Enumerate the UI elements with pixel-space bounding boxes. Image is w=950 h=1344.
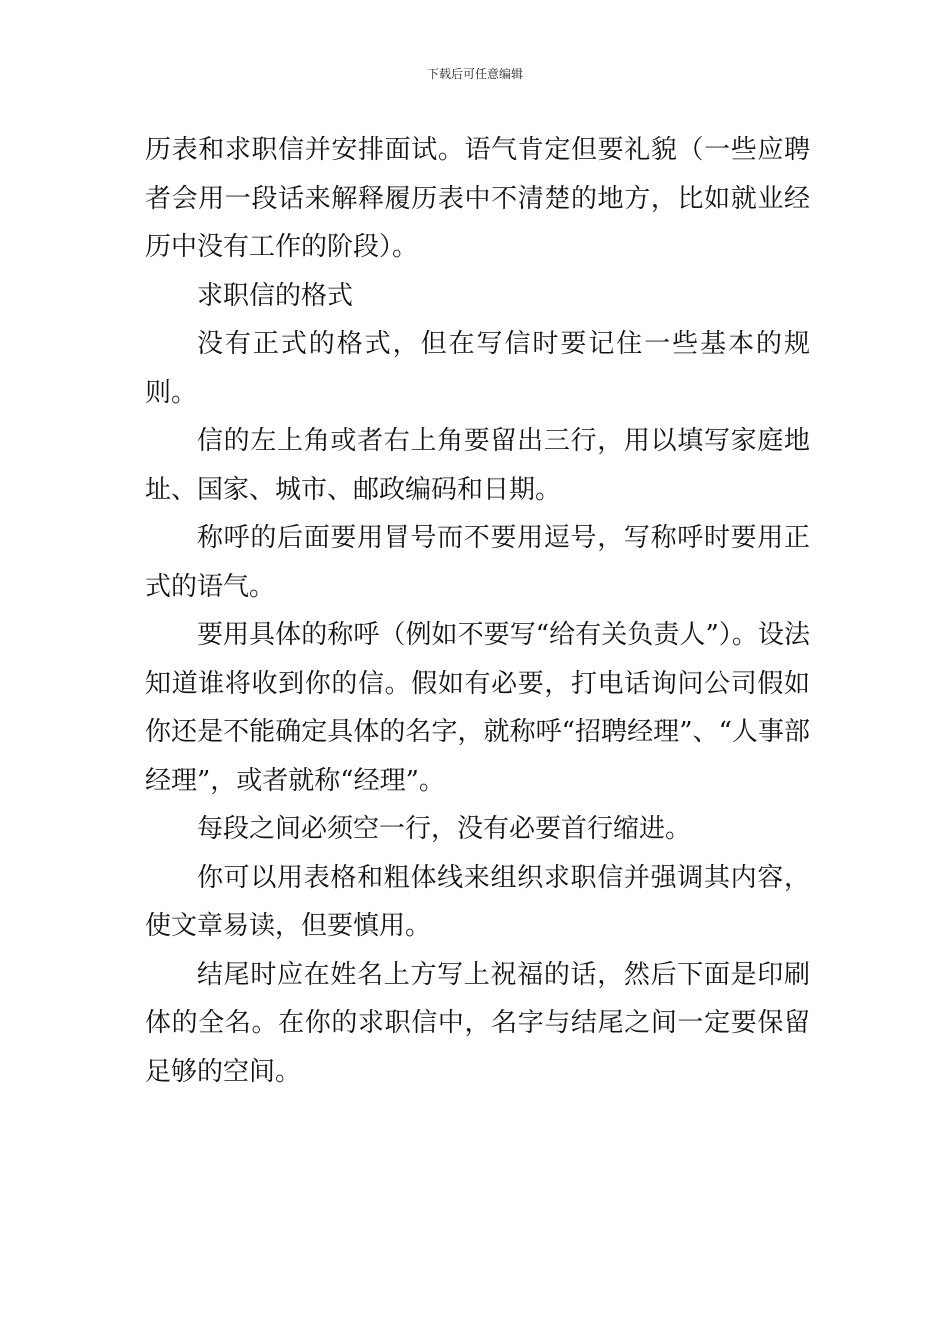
document-body <box>145 126 810 1096</box>
paragraph-continuation: 历表和求职信并安排面试。语气肯定但要礼貌（一些应聘者会用一段话来解释履历表中不清楚的地方，比如就业经历中没有工作的阶段）。 <box>145 135 810 262</box>
paragraph-tables: 你可以用表格和粗体线来组织求职信并强调其内容，使文章易读，但要慎用。 <box>145 862 810 941</box>
paragraph-specific-salutation: 要用具体的称呼（例如不要写“给有关负责人”）。设法知道谁将收到你的信。假如有必要，打电话询问公司假如你还是不能确定具体的名字，就称呼“招聘经理”、“人事部经理”，或者就称“经理”。 <box>145 620 810 796</box>
paragraph-format-intro: 没有正式的格式，但在写信时要记住一些基本的规则。 <box>145 329 810 408</box>
paragraph-spacing: 每段之间必须空一行，没有必要首行缩进。 <box>197 814 692 844</box>
page-header: 下载后可任意编辑 <box>426 67 523 81</box>
paragraph-salutation: 称呼的后面要用冒号而不要用逗号，写称呼时要用正式的语气。 <box>145 523 810 602</box>
paragraph-address: 信的左上角或者右上角要留出三行，用以填写家庭地址、国家、城市、邮政编码和日期。 <box>145 426 810 505</box>
section-heading: 求职信的格式 <box>197 280 354 311</box>
paragraph-closing: 结尾时应在姓名上方写上祝福的话，然后下面是印刷体的全名。在你的求职信中，名字与结尾之间一定要保留足够的空间。 <box>145 959 810 1087</box>
